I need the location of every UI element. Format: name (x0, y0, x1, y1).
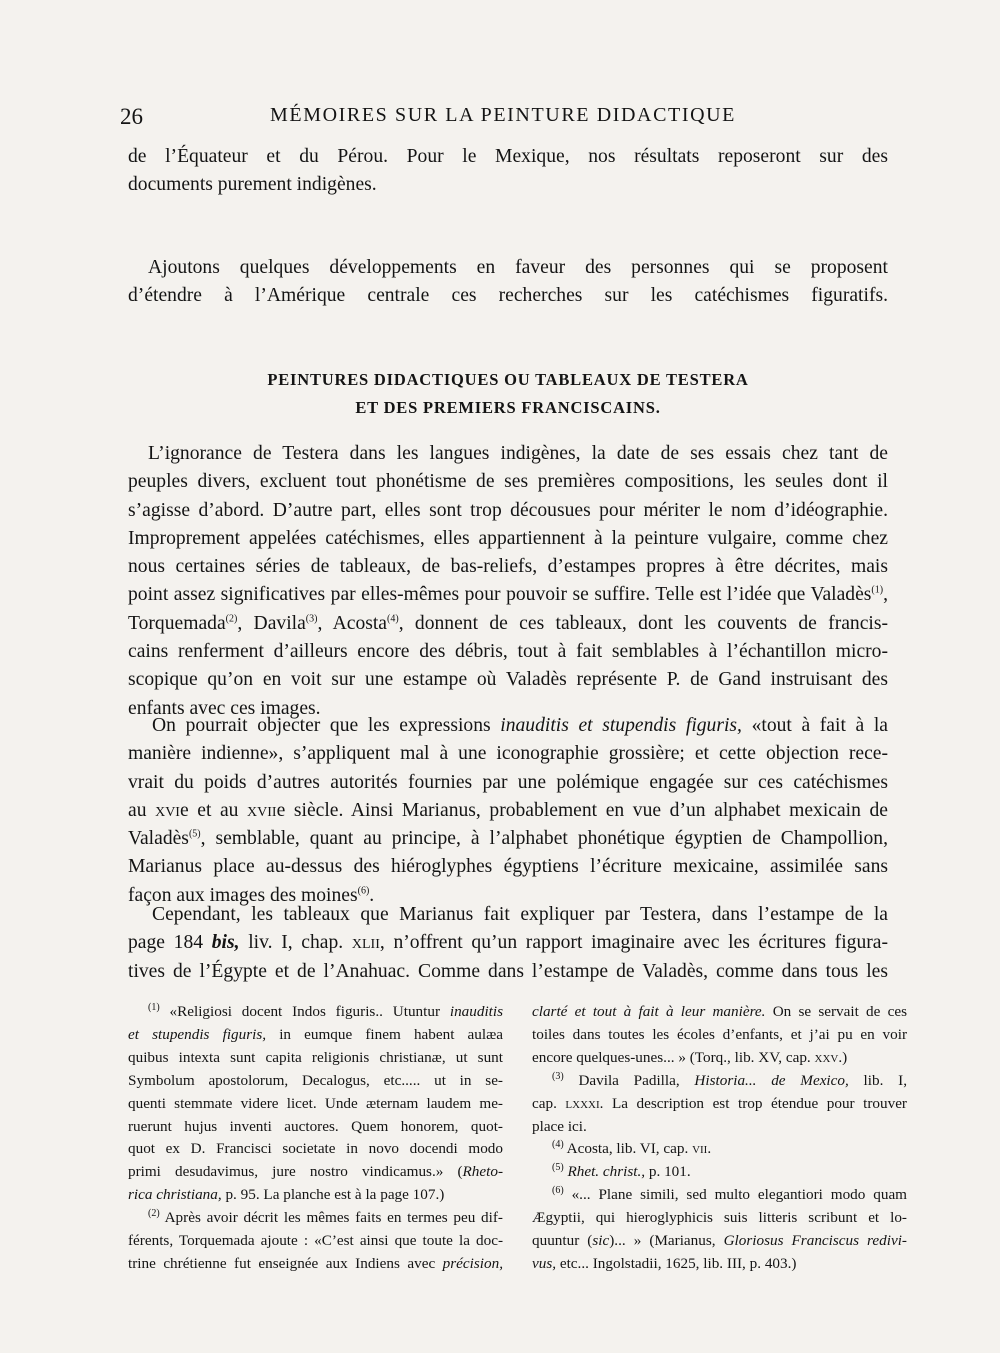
small-caps-text: vii (692, 1140, 708, 1158)
italic-text: sic (592, 1232, 610, 1250)
footnote-line: férents, Torquemada ajoute : «C’est ainsi que toute la doc- (128, 1232, 503, 1250)
note-ref: (3) (305, 613, 318, 625)
text-run: quuntur ( (532, 1232, 593, 1250)
text-run: Davila Padilla, (578, 1071, 695, 1089)
text-run: Torquemada (128, 612, 226, 634)
note-ref: (5) (552, 1162, 564, 1174)
italic-text: Rheto- (462, 1163, 503, 1181)
footnotes-left-column (128, 1001, 503, 1276)
small-caps-text: xxv (814, 1048, 839, 1066)
section-heading-line: PEINTURES DIDACTIQUES OU TABLEAUX DE TESTERA (267, 370, 749, 389)
note-ref: (2) (148, 1208, 160, 1220)
footnote-line (532, 1253, 907, 1276)
text-run: point assez significatives par elles-mêmes pour pouvoir se suffire. Telle est l’idée que Valadès (128, 584, 872, 606)
text-run: cap. (532, 1094, 566, 1112)
footnote-line: Symbolum apostolorum, Decalogus, etc..... ut in se- (128, 1071, 503, 1089)
text-run: Valadès (128, 828, 189, 850)
footnote-line (532, 1047, 907, 1070)
text-run: e et au (179, 799, 248, 821)
text-run: , donnent de ces tableaux, dont les couvents de francis- (398, 612, 888, 634)
italic-text: vus, (532, 1254, 557, 1272)
text-line: s’agisse d’abord. D’autre part, elles sont trop décousues pour mériter le nom d’idéographie. (128, 499, 888, 521)
section-heading (128, 366, 888, 422)
note-ref: (5) (188, 828, 201, 840)
footnote-line: place ici. (532, 1117, 587, 1135)
note-ref: (4) (387, 613, 399, 625)
text-run: etc... Ingolstadii, 1625, lib. III, p. 403.) (556, 1254, 797, 1272)
italic-text: rica christiana, (128, 1186, 222, 1204)
text-run: . La description est trop étendue pour trouver (599, 1094, 907, 1112)
text-run: . (369, 884, 375, 906)
text-line: Improprement appelées catéchismes, elles appartiennent à la peinture vulgaire, comme chez (128, 527, 888, 549)
footnote-line: quibus intexta sunt capita religionis christianæ, ut sunt (128, 1048, 503, 1066)
footnote-line (532, 1161, 907, 1184)
text-run: Après avoir décrit les mêmes faits en termes peu dif- (164, 1209, 503, 1227)
text-line: manière indienne», s’appliquent mal à une iconographie grossière; et cette objection rece- (128, 743, 888, 765)
note-ref: (1) (148, 1001, 160, 1013)
italic-text: et stupendis figuris, (128, 1025, 267, 1043)
footnote-line (128, 1207, 503, 1230)
text-run: )... » (Marianus, (609, 1232, 724, 1250)
italic-text: Rhet. christ., (567, 1163, 646, 1181)
small-caps-text: lxxxi (565, 1094, 600, 1112)
italic-text: inauditis (449, 1003, 504, 1020)
italic-text: précision, (442, 1254, 503, 1272)
small-caps-text: xlii (351, 932, 380, 954)
running-head: MÉMOIRES SUR LA PEINTURE DIDACTIQUE (270, 104, 736, 126)
paragraph-cependant (128, 901, 888, 986)
text-line (128, 797, 888, 825)
text-line (128, 712, 888, 740)
footnote-line (532, 1001, 907, 1024)
text-line: Cependant, les tableaux que Marianus fait expliquer par Testera, dans l’estampe de la (152, 904, 888, 925)
small-caps-text: xvi (155, 799, 180, 821)
text-run: «Religiosi docent Indos figuris.. Utuntur (169, 1003, 450, 1020)
italic-text: Gloriosus Franciscus redivi- (723, 1232, 907, 1250)
text-line: scopique qu’on en voit sur une estampe où Valadès représente P. de Gand instruisant des (128, 669, 888, 691)
footnote-line (532, 1230, 907, 1253)
text-run: , Davila (237, 612, 306, 634)
text-run: encore quelques-unes... » (Torq., lib. XV, cap. (532, 1048, 815, 1066)
text-run: e siècle. Ainsi Marianus, probablement en vue d’un alphabet mexicain de (276, 799, 888, 821)
note-ref: (3) (552, 1070, 564, 1082)
text-run: lib. I, (848, 1071, 907, 1089)
intro-paragraph (128, 143, 888, 200)
footnote-line: quot ex D. Francisci societate in novo docendi modo (128, 1140, 503, 1158)
footnote-line (532, 1070, 907, 1093)
text-run: , Acosta (317, 612, 388, 634)
page-header (120, 104, 890, 134)
text-run: , semblable, quant au principe, à l’alphabet phonétique égyptien de Champollion, (200, 828, 888, 850)
text-line: vrait du poids d’autres autorités fournies par une polémique engagée sur ces catéchismes (128, 771, 888, 793)
page-number: 26 (120, 104, 143, 129)
paragraph-testera (128, 440, 888, 723)
note-ref: (4) (552, 1139, 564, 1151)
text-line: Marianus place au-dessus des hiéroglyphes égyptiens l’écriture mexicaine, assimilée sans (128, 856, 888, 878)
text-run: On se servait de ces (765, 1003, 907, 1020)
footnote-line (128, 1001, 503, 1024)
text-run: , n’offrent qu’un rapport imaginaire avec les écritures figura- (379, 932, 888, 954)
text-line: tives de l’Égypte et de l’Anahuac. Comme dans l’estampe de Valadès, comme dans tous les (128, 960, 888, 982)
small-caps-text: xvii (247, 799, 277, 821)
note-ref: (1) (871, 584, 884, 596)
text-line (128, 825, 888, 853)
footnote-line (128, 1184, 503, 1207)
footnote-line (128, 1161, 503, 1184)
text-line: point assez significatives par elles-mêmes pour pouvoir se suffire. Telle est l’idée que Valadès$^{(1)}$, (128, 584, 888, 606)
italic-text: clarté et tout à fait à leur manière. (532, 1003, 766, 1020)
text-line (128, 610, 888, 638)
text-run: liv. I, chap. (239, 932, 352, 954)
text-line: cains renferment d’ailleurs encore des débris, tout à fait semblables à l’échantillon micro- (128, 641, 888, 663)
text-line: documents purement indigènes. (128, 174, 377, 196)
note-ref: (6) (357, 885, 370, 897)
footnote-line (532, 1184, 907, 1207)
italic-text: Historia... de Mexico, (694, 1071, 849, 1089)
text-run: Acosta, lib. VI, cap. (566, 1140, 693, 1158)
text-line: nous certaines séries de tableaux, de bas-reliefs, d’estampes propres à être décrites, mais (128, 556, 888, 578)
footnote-line: Ægyptii, qui hieroglyphicis suis litteris scribunt et lo- (532, 1209, 907, 1227)
text-run: page 184 (128, 932, 212, 954)
note-ref: (2) (225, 613, 238, 625)
footnote-line (532, 1138, 907, 1161)
footnote-line: quenti stemmate videre licet. Unde æternam laudem me- (128, 1094, 503, 1112)
text-run: trine chrétienne fut enseignée aux Indiens avec (128, 1254, 443, 1272)
text-run: .) (838, 1048, 848, 1066)
text-run: . (707, 1140, 712, 1158)
text-run: «... Plane simili, sed multo elegantiori modo quam (571, 1186, 907, 1204)
footnote-line: toiles dans toutes les écoles d’enfants, et j’ai pu en voir (532, 1025, 907, 1043)
footnote-line (532, 1093, 907, 1116)
paragraph-objection (128, 712, 888, 910)
text-line (128, 929, 888, 957)
italic-text: inauditis et stupendis figuris, (500, 715, 742, 736)
text-run: On pourrait objecter que les expressions (152, 715, 501, 736)
text-line: d’étendre à l’Amérique centrale ces recherches sur les catéchismes figuratifs. (128, 285, 888, 307)
text-run: au (128, 799, 156, 821)
text-run: p. 101. (645, 1163, 691, 1181)
footnotes-right-column (532, 1001, 907, 1276)
paragraph-ajoutons (128, 254, 888, 311)
text-line: enfants avec ces images. (128, 697, 321, 719)
text-line: Ajoutons quelques développements en faveur des personnes qui se proposent (148, 257, 888, 278)
text-run: «tout à fait à la (741, 715, 888, 736)
text-line: peuples divers, excluent tout phonétisme de ses premières compositions, les seules dont il (128, 471, 888, 493)
footnote-line (128, 1253, 503, 1276)
note-ref: (6) (552, 1185, 564, 1197)
text-run: p. 95. La planche est à la page 107.) (221, 1186, 445, 1204)
footnote-line: ruerunt hujus inventi auctores. Quem honorem, quot- (128, 1117, 503, 1135)
italic-text: bis, (211, 932, 240, 954)
section-heading-line: ET DES PREMIERS FRANCISCAINS. (355, 398, 661, 417)
text-line: L’ignorance de Testera dans les langues indigènes, la date de ses essais chez tant de (148, 443, 888, 464)
text-line: de l’Équateur et du Pérou. Pour le Mexique, nos résultats reposeront sur des (128, 146, 888, 167)
text-run: in eumque finem habent aulæa (266, 1025, 503, 1043)
text-run: façon aux images des moines (128, 884, 358, 906)
footnote-line (128, 1024, 503, 1047)
text-run: primi desudavimus, jure nostro vindicamus.» ( (128, 1163, 463, 1181)
